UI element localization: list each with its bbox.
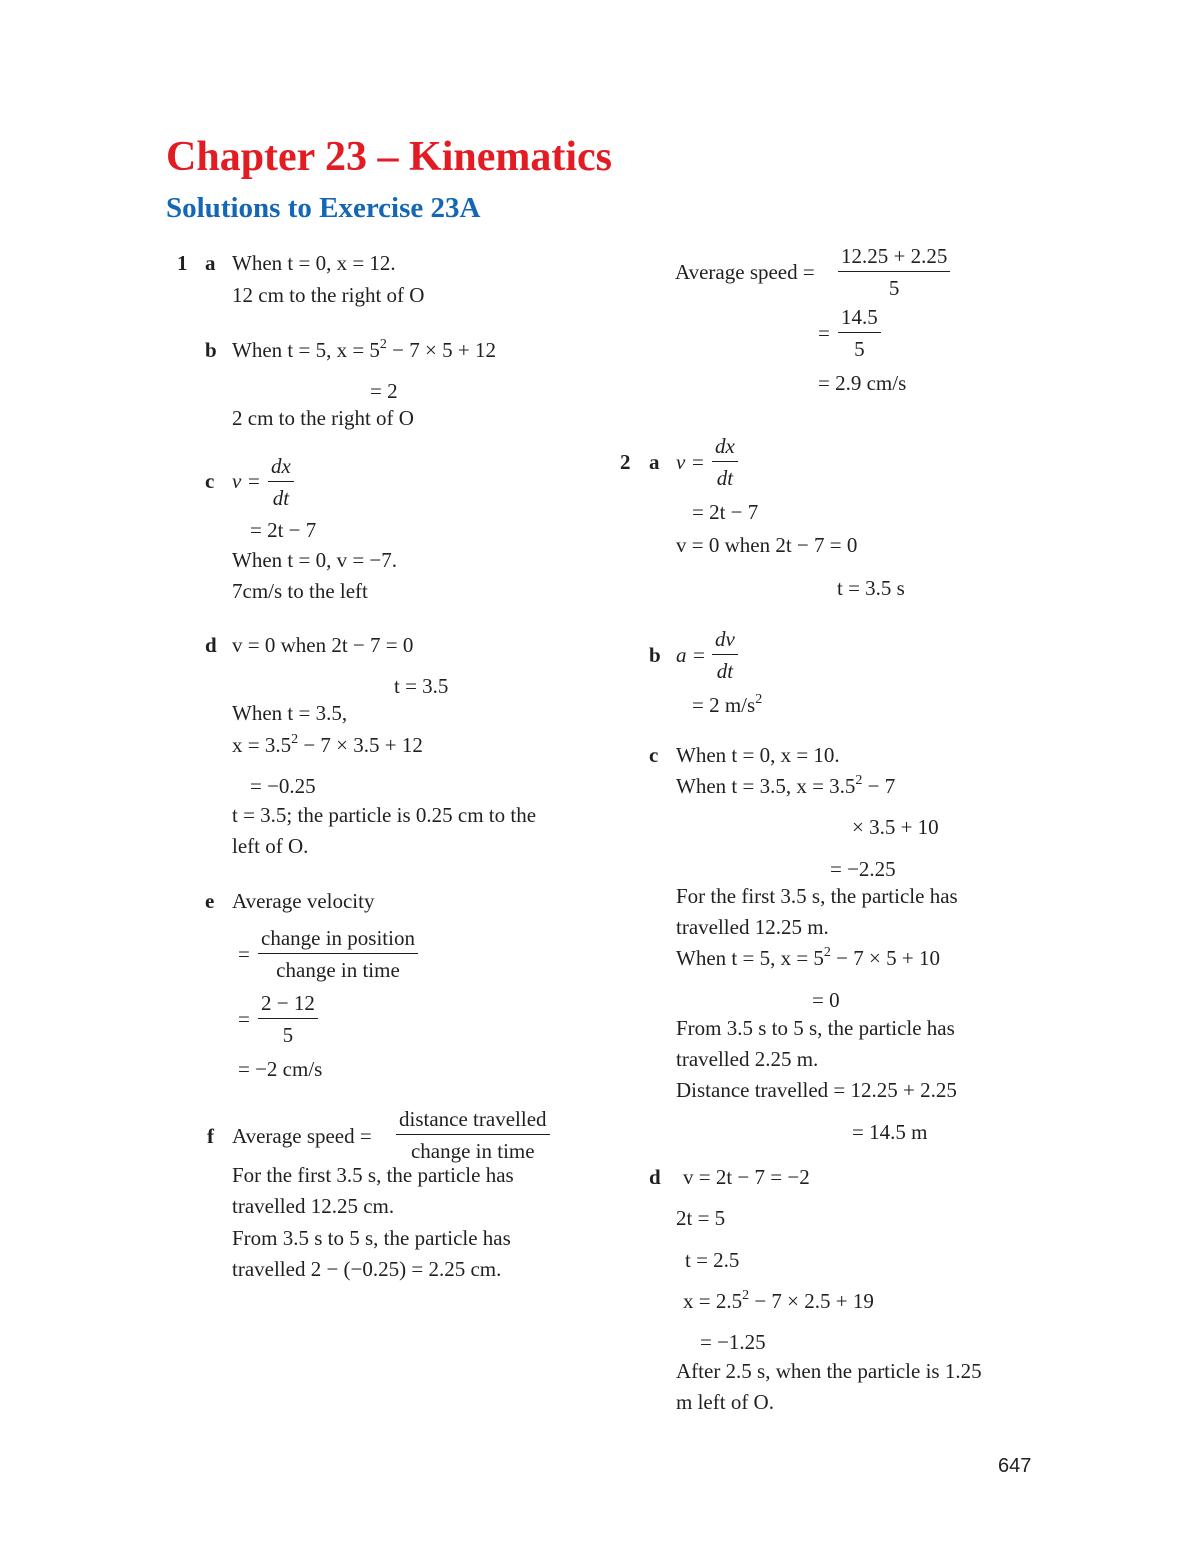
q2c-line8: = 0 — [812, 988, 840, 1012]
q2a-denominator: dt — [716, 466, 734, 490]
q1d-line6: t = 3.5; the particle is 0.25 cm to the — [232, 803, 537, 827]
q2d-line2: 2t = 5 — [676, 1206, 726, 1230]
q1e-line1: Average velocity — [232, 889, 375, 913]
q1f-cont-fraction-1 — [838, 246, 950, 299]
q2c-line2 — [676, 773, 896, 798]
q1d-line7: left of O. — [232, 834, 309, 858]
q1f-fraction — [396, 1109, 550, 1162]
q1e-denominator-2: 5 — [282, 1023, 294, 1047]
q2d-line6: After 2.5 s, when the particle is 1.25 — [676, 1359, 982, 1383]
q2d-line3: t = 2.5 — [685, 1248, 740, 1272]
q1c-line2: = 2t − 7 — [250, 518, 317, 542]
q1c-line3: When t = 0, v = −7. — [232, 548, 398, 572]
q1e-numerator-2: 2 − 12 — [258, 993, 318, 1019]
q1e-numerator-1: change in position — [258, 928, 418, 954]
q2c-line7-pre: When t = 5, x = 5 — [676, 946, 824, 970]
q1f-line4: From 3.5 s to 5 s, the particle has — [232, 1226, 511, 1250]
q1d-line3: When t = 3.5, — [232, 701, 348, 725]
question-number-2: 2 — [620, 450, 631, 474]
q1d-line4-pre: x = 3.5 — [232, 733, 292, 757]
q2d-line4-pre: x = 2.5 — [683, 1289, 743, 1313]
q2a-lhs: v = — [676, 450, 705, 474]
part-label-1a: a — [205, 251, 216, 275]
q1f-cont-numerator-2: 14.5 — [838, 307, 881, 333]
chapter-title: Chapter 23 – Kinematics — [166, 134, 613, 180]
q1a-line1: When t = 0, x = 12. — [232, 251, 396, 275]
q2c-line7-exponent: 2 — [823, 945, 831, 960]
q1c-numerator: dx — [268, 456, 294, 482]
q1e-fraction-2 — [258, 993, 318, 1046]
part-label-1e: e — [205, 889, 215, 913]
q1e-denominator-1: change in time — [276, 958, 400, 982]
q2a-fraction — [712, 436, 738, 489]
q1f-denominator: change in time — [410, 1139, 535, 1163]
q1f-cont-numerator-1: 12.25 + 2.25 — [838, 246, 950, 272]
q1b-line1-pre: When t = 5, x = 5 — [232, 338, 380, 362]
q2c-line12: = 14.5 m — [852, 1120, 928, 1144]
q1f-lhs: Average speed = — [232, 1124, 372, 1148]
q1e-fraction-1 — [258, 928, 418, 981]
part-label-2d: d — [649, 1165, 661, 1189]
question-number-1: 1 — [177, 251, 188, 275]
q1b-line1-exponent: 2 — [379, 337, 387, 352]
q2c-line11: Distance travelled = 12.25 + 2.25 — [676, 1078, 957, 1102]
part-label-2a: a — [649, 450, 660, 474]
q1b-line2: = 2 — [370, 379, 398, 403]
q1d-line4-exponent: 2 — [291, 732, 299, 747]
q2c-line4: = −2.25 — [830, 857, 896, 881]
part-label-2b: b — [649, 643, 661, 667]
part-label-1b: b — [205, 338, 217, 362]
q2c-line5: For the first 3.5 s, the particle has — [676, 884, 958, 908]
q1f-cont-lhs: Average speed = — [675, 260, 815, 284]
q1f-cont-eq2: = — [818, 321, 830, 345]
q2b-line2-pre: = 2 m/s — [692, 693, 756, 717]
q2a-line4: t = 3.5 s — [837, 576, 905, 600]
q2c-line10: travelled 2.25 m. — [676, 1047, 819, 1071]
q2b-line2-exponent: 2 — [755, 692, 763, 707]
section-title: Solutions to Exercise 23A — [166, 192, 481, 224]
q2b-denominator: dt — [716, 659, 734, 683]
q2d-line4 — [683, 1288, 874, 1313]
q1c-lhs: v = — [232, 469, 261, 493]
q1d-line4-post: − 7 × 3.5 + 12 — [298, 733, 423, 757]
q2c-line2-exponent: 2 — [855, 773, 863, 788]
q1f-numerator: distance travelled — [396, 1109, 550, 1135]
q2d-line4-exponent: 2 — [742, 1288, 750, 1303]
q2b-line2 — [692, 692, 763, 717]
q1c-line4: 7cm/s to the left — [232, 579, 368, 603]
q2b-lhs: a = — [676, 643, 706, 667]
q2a-line2: = 2t − 7 — [692, 500, 759, 524]
q1c-fraction — [268, 456, 294, 509]
page-number: 647 — [998, 1455, 1032, 1477]
q2c-line7 — [676, 945, 940, 970]
q2a-line3: v = 0 when 2t − 7 = 0 — [676, 533, 858, 557]
q2d-line4-post: − 7 × 2.5 + 19 — [749, 1289, 874, 1313]
q1f-line2: For the first 3.5 s, the particle has — [232, 1163, 514, 1187]
q1f-cont-line3: = 2.9 cm/s — [818, 371, 907, 395]
q1f-cont-denominator-1: 5 — [888, 276, 900, 300]
q1b-line1 — [232, 337, 496, 362]
q2c-line9: From 3.5 s to 5 s, the particle has — [676, 1016, 955, 1040]
q1e-eq2: = — [238, 1007, 250, 1031]
q2d-line5: = −1.25 — [700, 1330, 766, 1354]
q1b-line1-post: − 7 × 5 + 12 — [386, 338, 496, 362]
q1b-line3: 2 cm to the right of O — [232, 406, 414, 430]
q2c-line1: When t = 0, x = 10. — [676, 743, 840, 767]
q1d-line1: v = 0 when 2t − 7 = 0 — [232, 633, 414, 657]
q2c-line7-post: − 7 × 5 + 10 — [830, 946, 940, 970]
q1f-line5: travelled 2 − (−0.25) = 2.25 cm. — [232, 1257, 502, 1281]
q2b-fraction — [712, 629, 738, 682]
q1f-line3: travelled 12.25 cm. — [232, 1194, 395, 1218]
q1c-denominator: dt — [272, 486, 290, 510]
q1d-line2: t = 3.5 — [394, 674, 449, 698]
part-label-1d: d — [205, 633, 217, 657]
q1f-cont-denominator-2: 5 — [854, 337, 865, 361]
part-label-1c: c — [205, 469, 215, 493]
q2c-line3: × 3.5 + 10 — [852, 815, 939, 839]
q2b-numerator: dv — [712, 629, 738, 655]
part-label-2c: c — [649, 743, 659, 767]
q2c-line2-post: − 7 — [862, 774, 896, 798]
part-label-1f: f — [207, 1124, 214, 1148]
q2c-line2-pre: When t = 3.5, x = 3.5 — [676, 774, 856, 798]
q1e-line3: = −2 cm/s — [238, 1057, 323, 1081]
q1d-line5: = −0.25 — [250, 774, 316, 798]
q2c-line6: travelled 12.25 m. — [676, 915, 829, 939]
q1a-line2: 12 cm to the right of O — [232, 283, 425, 307]
q2d-line7: m left of O. — [676, 1390, 774, 1414]
q2a-numerator: dx — [712, 436, 738, 462]
q1f-cont-fraction-2 — [838, 307, 881, 360]
q1d-line4 — [232, 732, 423, 757]
q1e-eq1: = — [238, 942, 250, 966]
q2d-line1: v = 2t − 7 = −2 — [683, 1165, 810, 1189]
